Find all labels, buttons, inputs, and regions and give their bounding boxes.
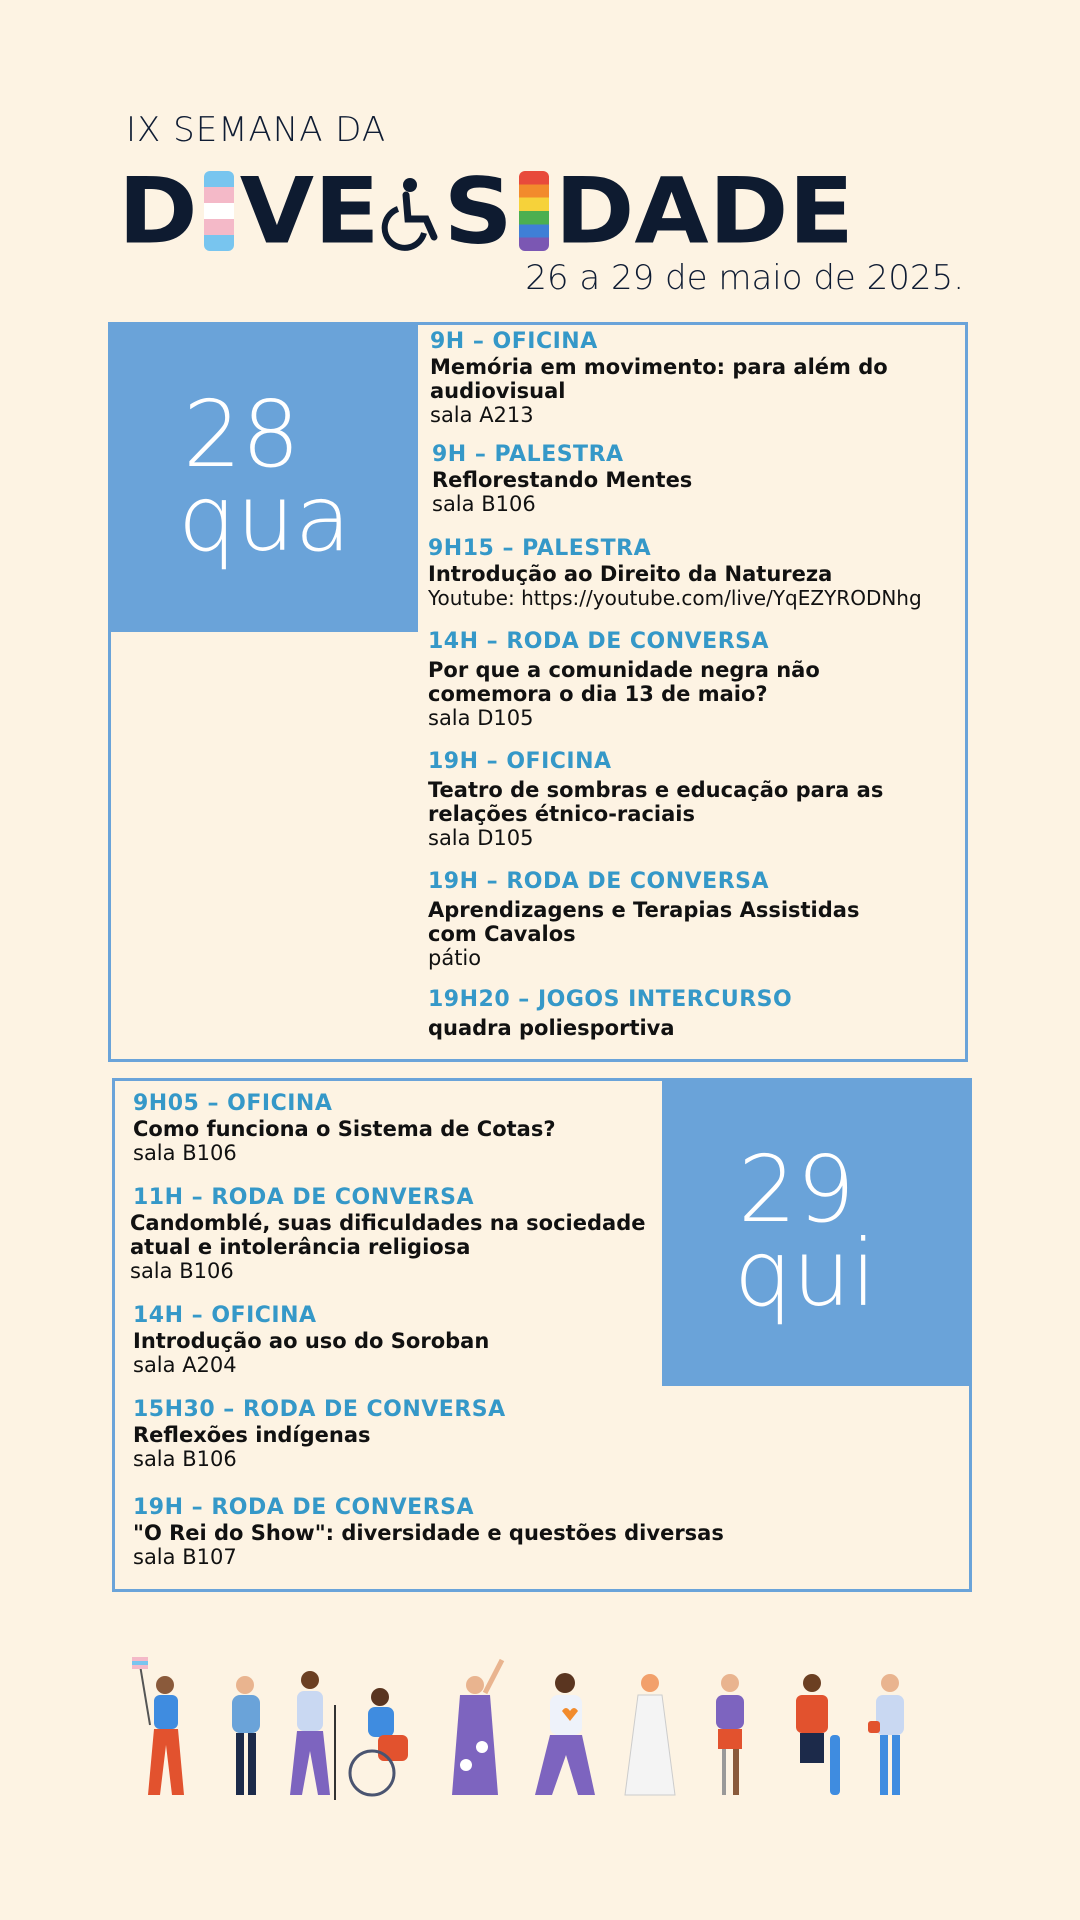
event-location: sala B106 bbox=[133, 1447, 237, 1471]
event-title: Introdução ao uso do Soroban bbox=[133, 1329, 490, 1353]
event-time: 19H – RODA DE CONVERSA bbox=[133, 1495, 475, 1520]
person-with-flag-icon bbox=[132, 1657, 184, 1795]
day-number: 28 bbox=[183, 381, 301, 488]
event-title: Aprendizagens e Terapias Assistidas com Cavalos bbox=[428, 898, 860, 946]
event-item bbox=[428, 748, 908, 850]
event-time: 9H – PALESTRA bbox=[432, 442, 624, 467]
title-letter: S bbox=[443, 157, 513, 265]
event-item bbox=[133, 1396, 653, 1471]
event-item bbox=[430, 328, 950, 427]
title-letter: E bbox=[788, 157, 854, 265]
title-letter: E bbox=[313, 157, 380, 265]
day-29-badge bbox=[662, 1078, 972, 1386]
event-title: Por que a comunidade negra não comemora o dia 13 de maio? bbox=[428, 658, 820, 706]
event-item bbox=[133, 1090, 653, 1165]
event-location: sala A204 bbox=[133, 1353, 237, 1377]
person-raising-arm-icon bbox=[452, 1660, 502, 1795]
wheelchair-icon bbox=[380, 171, 444, 251]
event-title: Candomblé, suas dificuldades na sociedade atual e intolerância religiosa bbox=[130, 1211, 646, 1259]
day-28-badge bbox=[108, 322, 418, 632]
event-location: pátio bbox=[428, 946, 482, 970]
event-time: 15H30 – RODA DE CONVERSA bbox=[133, 1397, 506, 1422]
event-time: 19H – OFICINA bbox=[428, 749, 612, 774]
person-icon bbox=[232, 1676, 260, 1795]
event-item bbox=[133, 1302, 653, 1377]
event-title: Reflexões indígenas bbox=[133, 1423, 371, 1447]
trans-flag-i-icon bbox=[204, 171, 234, 251]
day-weekday: qui bbox=[734, 1220, 877, 1327]
title-letter: D bbox=[554, 157, 635, 265]
person-in-dress-icon bbox=[625, 1674, 675, 1795]
title-letter: A bbox=[634, 157, 709, 265]
person-with-cane-icon bbox=[290, 1671, 335, 1800]
event-time: 19H20 – JOGOS INTERCURSO bbox=[428, 987, 793, 1012]
event-location: sala B106 bbox=[133, 1141, 237, 1165]
day-weekday: qua bbox=[178, 465, 352, 572]
event-dates: 26 a 29 de maio de 2025. bbox=[525, 258, 964, 298]
event-item bbox=[428, 868, 888, 970]
event-title: Introdução ao Direito da Natureza bbox=[428, 562, 833, 586]
person-with-skateboard-icon bbox=[796, 1674, 840, 1795]
rainbow-flag-i-icon bbox=[519, 171, 549, 251]
event-item bbox=[428, 535, 968, 610]
event-title: Teatro de sombras e educação para as relações étnico-raciais bbox=[428, 778, 884, 826]
event-item bbox=[428, 986, 948, 1040]
event-item bbox=[428, 628, 848, 730]
day-number: 29 bbox=[738, 1136, 856, 1243]
title-letter: V bbox=[239, 157, 314, 265]
event-time: 19H – RODA DE CONVERSA bbox=[428, 869, 770, 894]
event-time: 14H – OFICINA bbox=[133, 1303, 317, 1328]
event-time: 9H15 – PALESTRA bbox=[428, 536, 652, 561]
event-title: Memória em movimento: para além do audiovisual bbox=[430, 355, 888, 403]
event-title: "O Rei do Show": diversidade e questões diversas bbox=[133, 1521, 724, 1545]
event-location: sala B106 bbox=[130, 1259, 234, 1283]
event-item bbox=[133, 1494, 853, 1569]
person-in-wheelchair-icon bbox=[350, 1688, 408, 1795]
event-item bbox=[130, 1184, 660, 1283]
person-with-prosthetic-leg-icon bbox=[716, 1674, 744, 1795]
event-location: sala D105 bbox=[428, 826, 534, 850]
event-time: 11H – RODA DE CONVERSA bbox=[133, 1185, 475, 1210]
event-location: Youtube: https://youtube.com/live/YqEZYRODNhg bbox=[428, 586, 922, 610]
diverse-people-illustration bbox=[130, 1655, 960, 1815]
edition-label: IX SEMANA DA bbox=[126, 110, 387, 150]
event-location: sala B106 bbox=[432, 492, 536, 516]
event-time: 14H – RODA DE CONVERSA bbox=[428, 629, 770, 654]
event-location: sala B107 bbox=[133, 1545, 237, 1569]
event-title: Reflorestando Mentes bbox=[432, 468, 693, 492]
person-with-bag-icon bbox=[868, 1674, 904, 1795]
person-with-heart-shirt-icon bbox=[535, 1673, 595, 1795]
event-time: 9H – OFICINA bbox=[430, 329, 598, 354]
event-location: sala D105 bbox=[428, 706, 534, 730]
title-letter: D bbox=[118, 157, 198, 265]
diversidade-title bbox=[118, 157, 968, 265]
event-time: 9H05 – OFICINA bbox=[133, 1091, 333, 1116]
event-item bbox=[432, 441, 952, 516]
event-title: Como funciona o Sistema de Cotas? bbox=[133, 1117, 556, 1141]
event-title: quadra poliesportiva bbox=[428, 1016, 675, 1040]
title-letter: D bbox=[708, 157, 789, 265]
event-location: sala A213 bbox=[430, 403, 534, 427]
